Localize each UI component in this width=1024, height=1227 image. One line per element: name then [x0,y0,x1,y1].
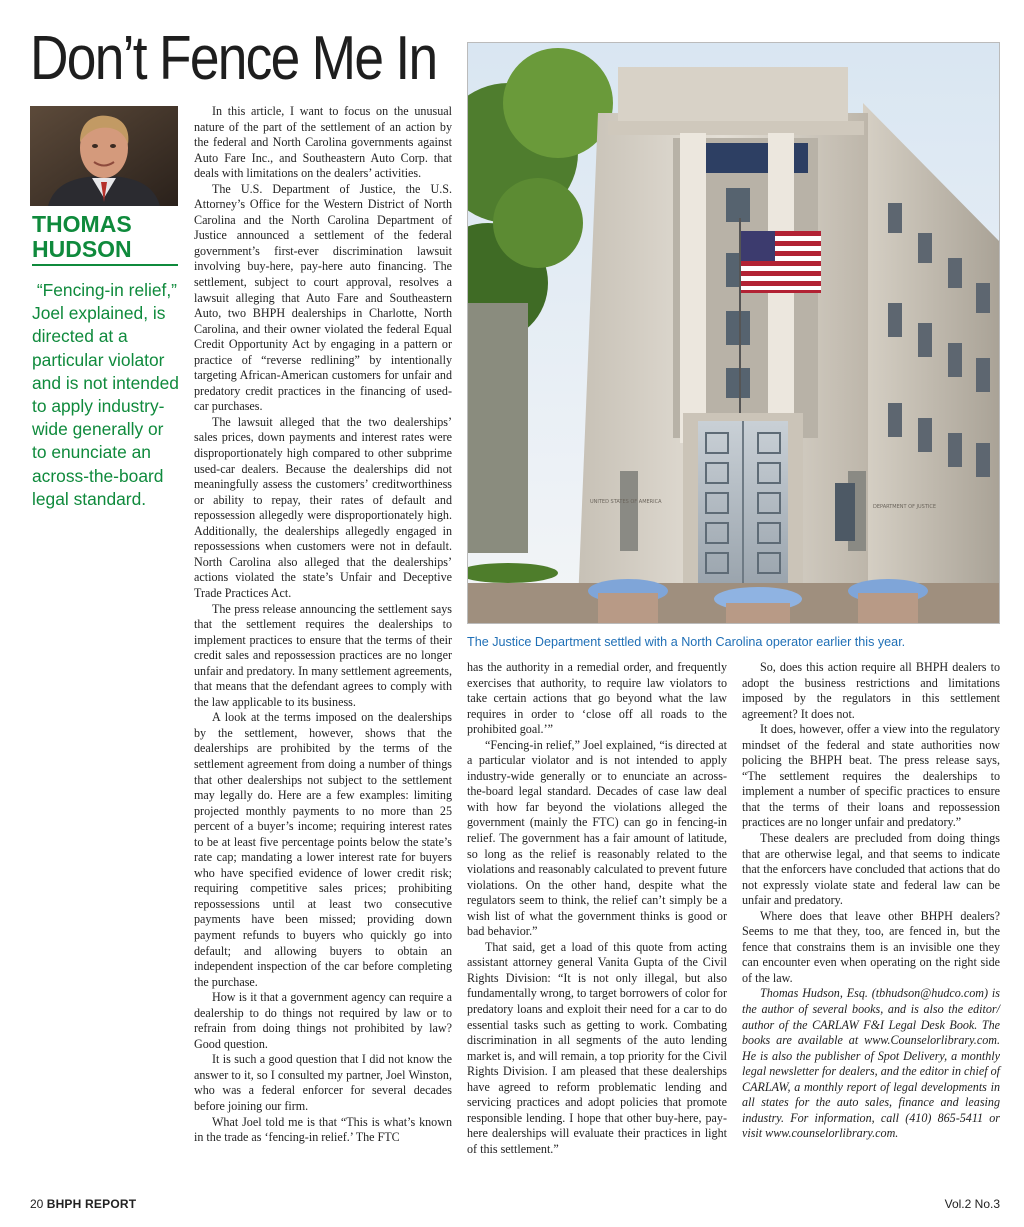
paragraph: So, does this action require all BHPH dealers to adopt the business restrictions and limitations imposed by the regulators in this settlement agreement? It does not. [742,660,1000,721]
paragraph: The lawsuit alleged that the two dealerships’ sales prices, down payments and interest rates were disproportionately high compared to other subprime used-car dealers. Because the dealerships did not meaningfully assess the customers’ creditworthiness or ability to repay, their rates of default and repossession allegedly were disproportionately high. Additionally, the dealerships allegedly engaged in repossessions when customers were not in default. North Carolina also alleged that the dealerships’ actions violated the state’s Unfair and Deceptive Trade Practices Act. [194,414,452,600]
issue-number: Vol.2 No.3 [944,1197,1000,1211]
author-name: THOMAS HUDSON [32,211,132,262]
column-3 [742,660,1000,1142]
column-1 [194,104,452,1146]
paragraph: That said, get a load of this quote from acting assistant attorney general Vanita Gupta of the Civil Rights Division: “It is not only illegal, but also fundamentally wrong, to target borrowers of color for predatory loans and exploit their need for a car to do essential tasks such as getting to work. Combating discrimination in all segments of the auto lending market is, and will remain, a top priority for the Civil Rights Division. I am pleased that these dealerships have agreed to reform problematic lending and servicing practices and adopt policies that promote responsible lending. I hope that other buy-here, pay-here dealerships will evaluate their practices in light of this settlement.” [467,939,727,1156]
publication-name: BHPH REPORT [46,1197,137,1211]
paragraph: It is such a good question that I did not know the answer to it, so I consulted my partner, Joel Winston, who was a federal enforcer for several decades before joining our firm. [194,1052,452,1113]
paragraph: “Fencing-in relief,” Joel explained, “is directed at a particular violator and is not intended to apply industry-wide generally or to enunciate an across-the-board legal standard. Decades of case law deal with how far beyond the violations alleged the government (mainly the FTC) can go in fencing-in relief. The government has a fair amount of latitude, so long as the relief is reasonably related to the violations and reasonably calculated to prevent future violations. On the other hand, despite what the regulators seem to think, the relief can’t simply be a wish list of what the government thinks is good or bad behavior.” [467,737,727,939]
column-2 [467,660,727,1158]
paragraph: In this article, I want to focus on the unusual nature of the part of the settlement of an action by the federal and North Carolina governments against Auto Fare Inc., and Southeastern Auto Corp. that deals with limitations on the dealers’ activities. [194,104,452,181]
paragraph: How is it that a government agency can require a dealership to do things not required by law or to refrain from doing things not prohibited by law? Good question. [194,990,452,1051]
article-title: Don’t Fence Me In [30,24,437,93]
paragraph: The press release announcing the settlement says that the settlement requires the dealerships to implement practices to ensure that the terms of their credit sales and repossession practices are no longer unfair and predatory. In many settlement agreements, that means that the defendant agrees to comply with the law applicable to its business. [194,601,452,709]
paragraph: Where does that leave other BHPH dealers? Seems to me that they, too, are fenced in, but the fence that constrains them is an invisible one they can encounter even when operating on the right side of the law. [742,908,1000,985]
paragraph: A look at the terms imposed on the dealerships by the settlement, however, shows that the dealerships are prohibited by the terms of the settlement agreement from doing a number of things that other dealerships not subject to the settlement may legally do. Here are a few examples: limiting projected monthly payments to no more than 25 percent of a buyer’s income; requiring interest rates to be at least five percentage points below the state’s rate cap; mandating a lower interest rate for buyers who have specified evidence of lower credit risk; requiring competitive sales prices; prohibiting repossessions until at least two consecutive payments have been missed; providing down payment refunds to buyers who quickly go into default; and allowing buyers to obtain an independent inspection of the car before completing the purchase. [194,710,452,989]
paragraph: What Joel told me is that “This is what’s known in the trade as ‘fencing-in relief.’ The FTC [194,1114,452,1145]
author-bio: Thomas Hudson, Esq. (tbhudson@hudco.com) is the author of several books, and is also the editor/ author of the CARLAW F&I Legal Desk Book. The books are available at www.Counselorlibrary.com. He is also the publisher of Spot Delivery, a monthly legal newsletter for dealers, and the editor in chief of CARLAW, a monthly report of legal developments in all states for the auto sales, finance and leasing industry. For information, call (410) 865-5411 or visit www.counselorlibrary.com. [742,986,1000,1141]
author-divider [32,264,178,266]
page-number: 20 [30,1197,44,1211]
paragraph: has the authority in a remedial order, and frequently exercises that authority, to require law violators to take certain actions that go beyond what the law requires in order to ‘close off all roads to the prohibited goal.’” [467,660,727,737]
paragraph: It does, however, offer a view into the regulatory mindset of the federal and state authorities now policing the BHPH beat. The press release says, “The settlement requires the dealerships to implement a number of specific practices to ensure that the terms of their loans and repossession practices are no longer unfair and predatory.” [742,722,1000,830]
photo-caption: The Justice Department settled with a North Carolina operator earlier this year. [467,635,906,649]
footer-left [30,1197,136,1211]
paragraph: The U.S. Department of Justice, the U.S. Attorney’s Office for the Western District of North Carolina and the North Carolina Department of Justice announced a settlement of the federal government’s first-ever discrimination lawsuit involving buy-here, pay-here auto financing. The settlement, subject to court approval, resolves a lawsuit alleging that Auto Fare and Southeastern Auto, two BHPH dealerships in Charlotte, North Carolina, and their owner violated the federal Equal Credit Opportunity Act by engaging in a pattern or practice of “reverse redlining” by intentionally targeting African-American customers for unfair and predatory credit practices in the financing of used-car purchases. [194,181,452,414]
pull-quote: “Fencing-in relief,” Joel explained, is directed at a particular violator and is not intended to apply industry-wide generally or to enunciate an across-the-board legal standard. [32,280,179,509]
inscription-left: UNITED STATES OF AMERICA [590,499,662,505]
paragraph: These dealers are precluded from doing things that are otherwise legal, and that seems to indicate that the enforcers have concluded that actions that do not expressly violate state and federal law can be unfair and predatory. [742,831,1000,908]
author-photo [30,106,178,206]
inscription-right: DEPARTMENT OF JUSTICE [873,504,937,510]
justice-department-photo [467,42,1000,624]
